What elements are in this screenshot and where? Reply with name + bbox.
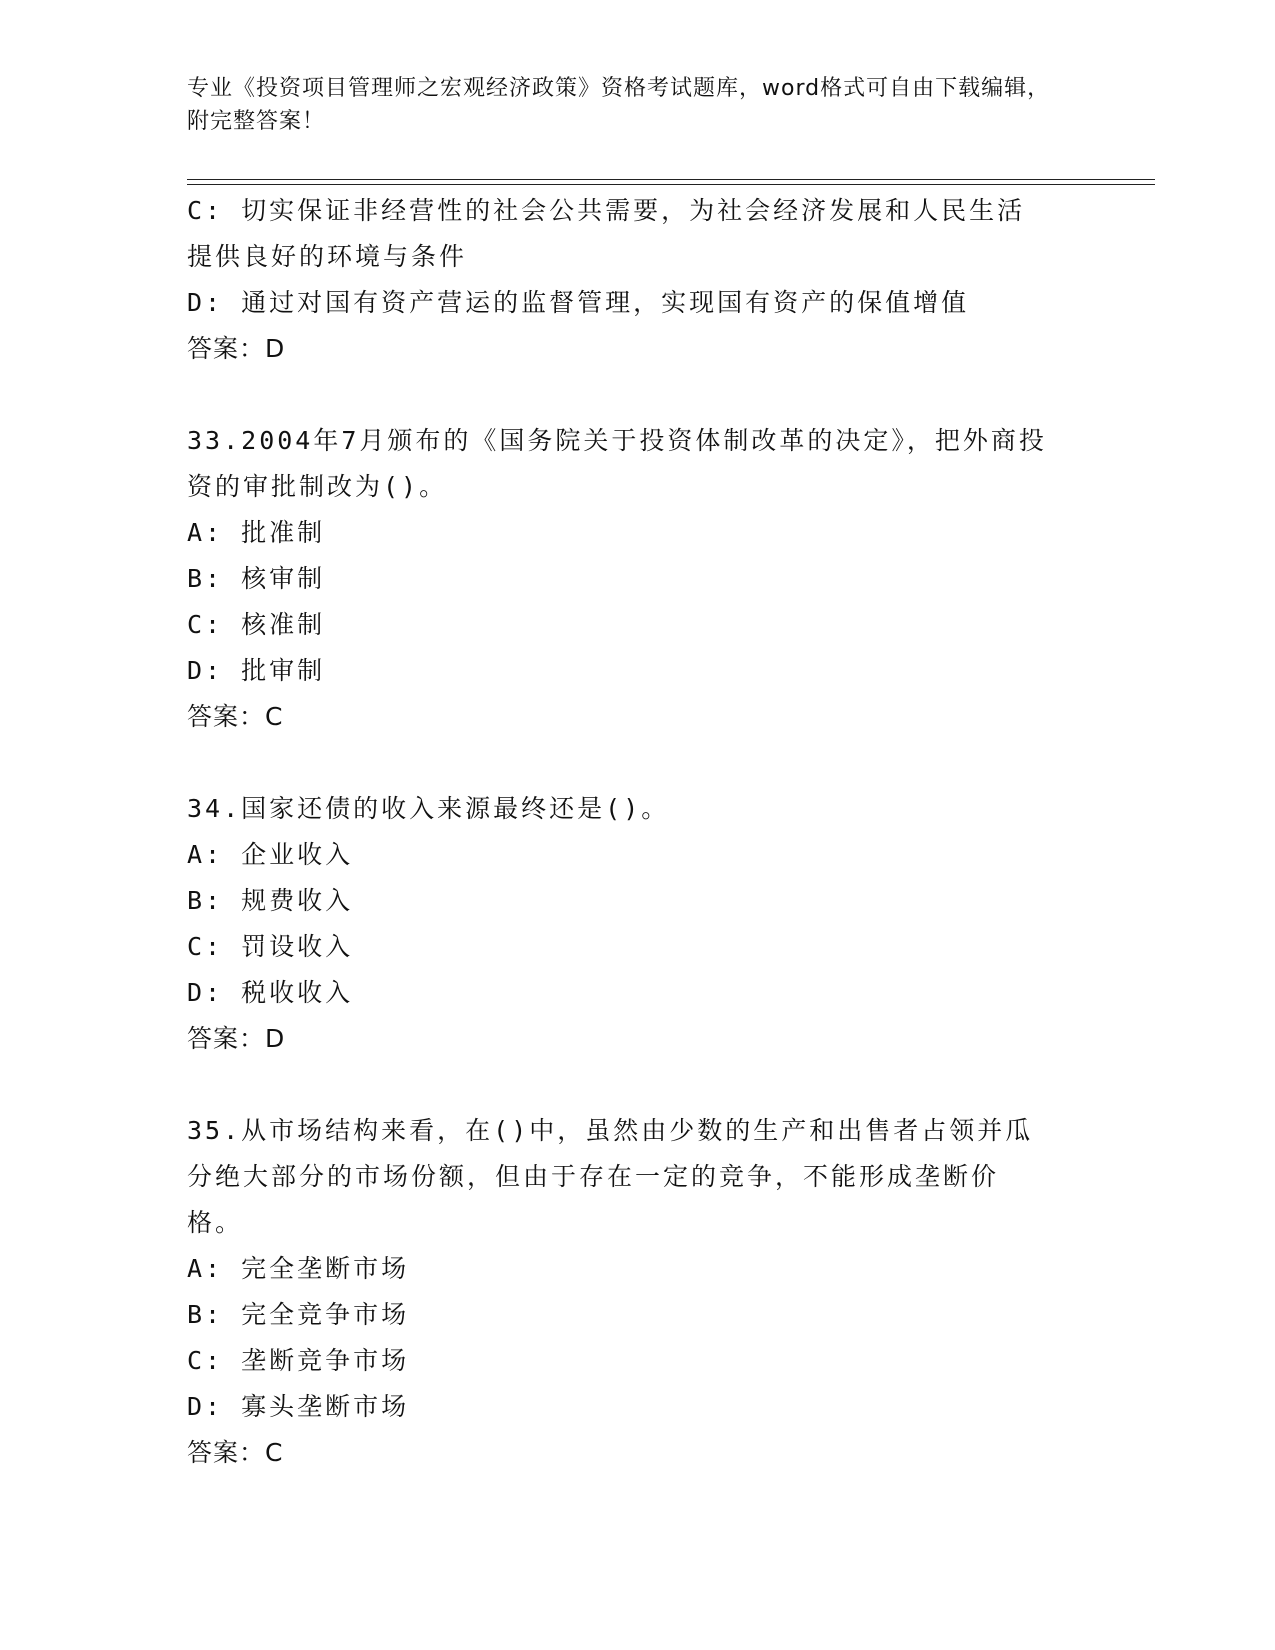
answer-line: 答案：D	[187, 1024, 286, 1053]
document-header: 专业《投资项目管理师之宏观经济政策》资格考试题库，word格式可自由下载编辑，附完整答案！	[187, 76, 1051, 134]
answer-line: 答案：C	[187, 702, 284, 731]
answer-line: 答案：C	[187, 1438, 284, 1467]
question-block	[187, 418, 1087, 740]
spacer	[187, 740, 1087, 786]
option-b: B: 规费收入	[187, 886, 354, 915]
question-stem: 34.国家还债的收入来源最终还是()。	[187, 794, 670, 823]
question-block	[187, 1108, 1087, 1476]
spacer	[187, 372, 1087, 418]
question-content	[187, 188, 1087, 1476]
option-a: A: 批准制	[187, 518, 326, 547]
question-stem: 33.2004年7月颁布的《国务院关于投资体制改革的决定》，把外商投资的审批制改为()。	[187, 426, 1047, 501]
answer-line: 答案：D	[187, 334, 286, 363]
option-d: D: 批审制	[187, 656, 326, 685]
header-rule-top	[187, 179, 1155, 180]
option-b: B: 核审制	[187, 564, 326, 593]
option-c: C: 切实保证非经营性的社会公共需要，为社会经济发展和人民生活提供良好的环境与条件	[187, 196, 1026, 271]
option-a: A: 完全垄断市场	[187, 1254, 410, 1283]
option-c: C: 核准制	[187, 610, 326, 639]
question-block	[187, 786, 1087, 1062]
option-b: B: 完全竞争市场	[187, 1300, 410, 1329]
option-d: D: 通过对国有资产营运的监督管理，实现国有资产的保值增值	[187, 288, 970, 317]
option-c: C: 罚设收入	[187, 932, 354, 961]
option-d: D: 寡头垄断市场	[187, 1392, 410, 1421]
option-d: D: 税收收入	[187, 978, 354, 1007]
question-stem: 35.从市场结构来看，在()中，虽然由少数的生产和出售者占领并瓜分绝大部分的市场份额，但由于存在一定的竞争，不能形成垄断价格。	[187, 1116, 1034, 1237]
option-a: A: 企业收入	[187, 840, 354, 869]
header-rule-bottom	[187, 184, 1155, 185]
question-block-continued	[187, 188, 1087, 372]
spacer	[187, 1062, 1087, 1108]
option-c: C: 垄断竞争市场	[187, 1346, 410, 1375]
